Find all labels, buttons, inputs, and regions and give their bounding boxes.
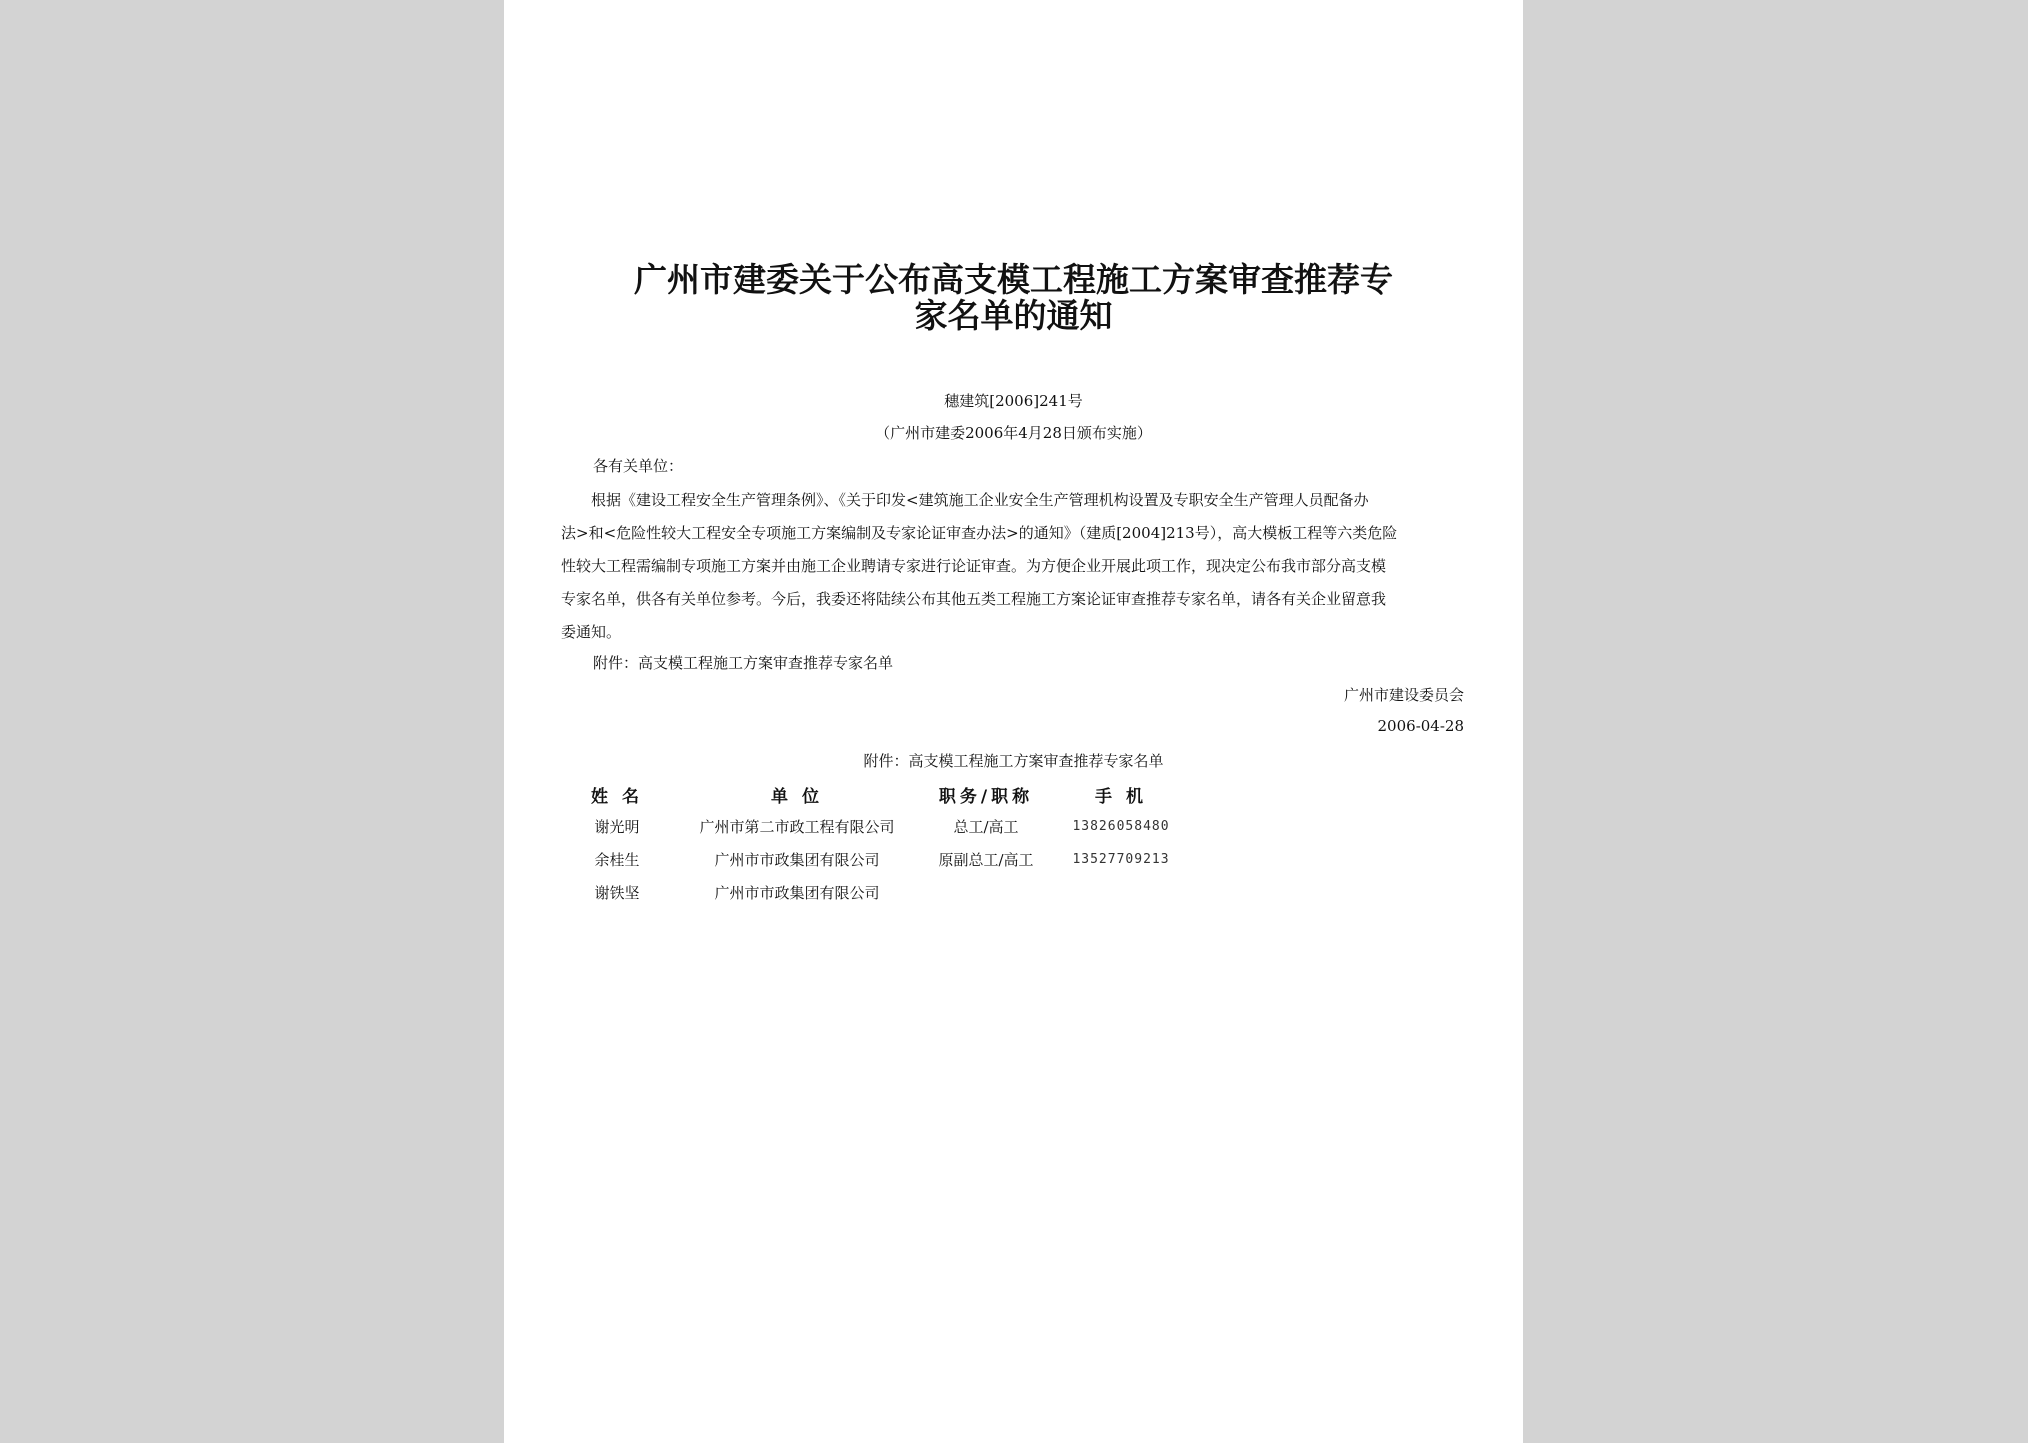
title-line: 广州市建委关于公布高支模工程施工方案审查推荐专	[634, 260, 1393, 299]
salutation: 各有关单位：	[593, 457, 684, 475]
body-line: 法>和<危险性较大工程安全专项施工方案编制及专家论证审查办法>的通知》（建质[2004]213号），高大模板工程等六类危险	[561, 524, 1398, 542]
header-phone: 手 机	[1095, 786, 1147, 807]
expert-position: 总工/高工	[953, 818, 1019, 836]
body-line: 性较大工程需编制专项施工方案并由施工企业聘请专家进行论证审查。为方便企业开展此项工作，现决定公布我市部分高支模	[561, 557, 1387, 575]
expert-phone	[1051, 876, 1191, 909]
expert-phone: 13527709213	[1072, 852, 1170, 867]
expert-list-title: 附件：高支模工程施工方案审查推荐专家名单	[863, 752, 1164, 770]
signer: 广州市建设委员会	[1343, 686, 1464, 704]
expert-phone: 13826058480	[1072, 819, 1170, 834]
expert-position	[921, 876, 1051, 909]
header-name: 姓 名	[591, 786, 643, 807]
body-line: 根据《建设工程安全生产管理条例》、《关于印发<建筑施工企业安全生产管理机构设置及专职安全生产管理人员配备办	[561, 491, 1369, 509]
expert-unit: 广州市市政集团有限公司	[714, 851, 880, 869]
document-page	[504, 0, 1523, 1443]
table-header-row	[561, 778, 1191, 810]
expert-table	[561, 778, 1191, 909]
body-line: 委通知。	[561, 623, 622, 641]
expert-unit: 广州市市政集团有限公司	[714, 884, 880, 902]
expert-name: 谢光明	[594, 818, 640, 836]
table-row	[561, 843, 1191, 876]
header-position: 职务/职称	[938, 786, 1034, 807]
header-unit: 单 位	[771, 786, 823, 807]
expert-name: 谢铁坚	[594, 884, 640, 902]
issued-note: （广州市建委2006年4月28日颁布实施）	[875, 424, 1152, 442]
expert-unit: 广州市第二市政工程有限公司	[699, 818, 895, 836]
body-paragraph	[561, 484, 1471, 649]
expert-position: 原副总工/高工	[938, 851, 1034, 869]
title-line: 家名单的通知	[914, 296, 1113, 335]
sign-date: 2006-04-28	[1377, 717, 1464, 735]
table-row	[561, 876, 1191, 909]
expert-name: 余桂生	[594, 851, 640, 869]
document-number: 穗建筑[2006]241号	[944, 392, 1083, 410]
document-title	[504, 262, 1523, 334]
body-line: 专家名单，供各有关单位参考。今后，我委还将陆续公布其他五类工程施工方案论证审查推荐专家名单，请各有关企业留意我	[561, 590, 1387, 608]
table-row	[561, 810, 1191, 843]
attachment-note: 附件：高支模工程施工方案审查推荐专家名单	[593, 654, 894, 672]
